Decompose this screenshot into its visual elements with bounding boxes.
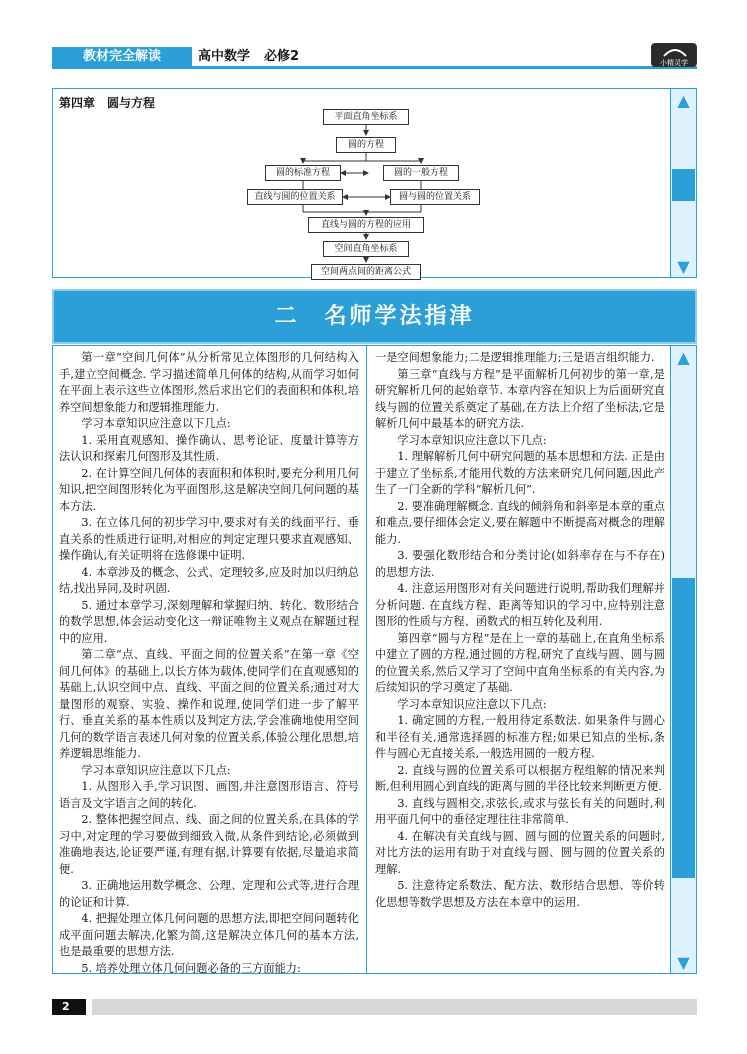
guidance-panel [52,345,697,974]
paragraph: 1. 采用直观感知、操作确认、思考论证、度量计算等方法认识和探索几何图形及其性质. [59,433,359,463]
paragraph: 第二章“点、直线、平面之间的位置关系”在第一章《空间几何体》的基础上,以长方体为载体,使同学们在直观感知的基础上,认识空间中点、直线、平面之间的位置关系;通过对大量图形的观察、实验、操作和说理,使同学们进一步了解平行、垂直关系的基本性质以及判定方法,学会准确地使用空间几何的数学语言表述几何对象的位置关系,体验公理化思想,培养逻辑思维能力. [59,648,359,760]
header-rule [52,66,697,69]
paragraph: 学习本章知识应注意以下几点: [397,697,547,711]
page-number: 2 [52,999,86,1015]
paragraph: 1. 从图形入手,学习识图、画图,并注意图形语言、符号语言及文字语言之间的转化. [59,780,359,810]
node-distance-formula: 空间两点间的距离公式 [311,264,421,280]
chapter-title: 第四章 圆与方程 [59,96,156,110]
paragraph: 学习本章知识应注意以下几点: [81,763,231,777]
scrollbar[interactable] [670,346,696,973]
paragraph: 第一章“空间几何体”从分析常见立体图形的几何结构入手,建立空间概念. 学习描述简单几何体的结构,从而学习如何在平面上表示这些立体图形,然后求出它们的表面积和体积,培养空间想象能力和逻辑推理能力. [59,351,359,414]
paragraph: 3. 直线与圆相交,求弦长,或求与弦长有关的问题时,利用平面几何中的垂径定理往往非常简单. [375,796,665,826]
paragraph: 2. 整体把握空间点、线、面之间的位置关系,在具体的学习中,对定理的学习要做到细致入微,从条件到结论,必须做到准确地表达,论证要严谨,有理有据,计算要有依据,尽量追求简便. [59,813,359,876]
paragraph: 1. 理解解析几何中研究问题的基本思想和方法. 正是由于建立了坐标系,才能用代数的方法来研究几何问题,因此产生了一门全新的学科“解析几何”. [375,450,665,496]
scrollbar[interactable] [670,89,696,277]
section-banner: 二 名师学法指津 [52,289,697,344]
paragraph: 4. 注意运用图形对有关问题进行说明,帮助我们理解并分析问题. 在直线方程、距离等知识的学习中,应特别注意图形的性质与方程、函数式的相互转化及利用. [375,582,665,628]
scroll-up-icon[interactable]: ▲ [677,347,690,367]
scroll-up-icon[interactable]: ▲ [677,90,690,110]
paragraph: 2. 要准确理解概念. 直线的倾斜角和斜率是本章的重点和难点,要仔细体会定义,要在解题中不断提高对概念的理解能力. [375,499,665,546]
structure-panel [52,88,697,278]
node-line-circle-relation: 直线与圆的位置关系 [247,189,343,205]
node-general-equation: 圆的一般方程 [383,165,459,181]
left-column [59,350,359,977]
paragraph: 2. 直线与圆的位置关系可以根据方程组解的情况来判断,但利用圆心到直线的距离与圆的半径比较来判断更方便. [375,763,665,793]
right-column [375,350,665,911]
book-title [198,47,299,67]
paragraph: 4. 在解决有关直线与圆、圆与圆的位置关系的问题时,对比方法的运用有助于对直线与圆、圆与圆的位置关系的理解. [375,829,665,876]
node-circle-circle-relation: 圆与圆的位置关系 [390,189,480,205]
node-space-coordinate: 空间直角坐标系 [323,241,409,257]
paragraph: 一是空间想象能力;二是逻辑推理能力;三是语言组织能力. [375,351,655,364]
paragraph: 5. 通过本章学习,深刻理解和掌握归纳、转化、数形结合的数学思想,体会运动变化这一辩证唯物主义观点在解题过程中的应用. [59,598,359,645]
paragraph: 3. 要强化数形结合和分类讨论(如斜率存在与不存在)的思想方法. [375,549,665,579]
paragraph: 学习本章知识应注意以下几点: [397,433,547,447]
paragraph: 4. 本章涉及的概念、公式、定理较多,应及时加以归纳总结,找出异同,及时巩固. [59,565,359,595]
paragraph: 5. 注意待定系数法、配方法、数形结合思想、等价转化思想等数学思想及方法在本章中的运用. [375,879,665,909]
page-footer [52,997,697,1017]
scroll-thumb[interactable] [672,578,695,878]
paragraph: 学习本章知识应注意以下几点: [81,417,231,430]
paragraph: 3. 在立体几何的初步学习中,要求对有关的线面平行、垂直关系的性质进行证明,对相应的判定定理只要求直观感知、操作确认,有关证明将在选修课中证明. [59,516,359,562]
footer-bar [92,999,697,1015]
paragraph: 1. 确定圆的方程,一般用待定系数法. 如果条件与圆心和半径有关,通常选择圆的标准方程;如果已知点的坐标,条件与圆心无直接关系,一般选用圆的一般方程. [375,714,665,760]
scroll-thumb[interactable] [672,169,695,201]
node-cartesian-plane: 平面直角坐标系 [323,109,409,125]
scroll-down-icon[interactable]: ▼ [677,952,690,972]
node-standard-equation: 圆的标准方程 [265,165,341,181]
scroll-down-icon[interactable]: ▼ [677,256,690,276]
column-divider [366,346,367,973]
paragraph: 5. 培养处理立体几何问题必备的三方面能力: [81,961,301,975]
paragraph: 第三章“直线与方程”是平面解析几何初步的第一章,是研究解析几何的起始章节. 本章内容在知识上为后面研究直线与圆的位置关系奠定了基础,在方法上介绍了坐标法,它是解析几何中最基本的研究方法. [375,367,665,430]
paragraph: 2. 在计算空间几何体的表面积和体积时,要充分利用几何知识,把空间图形转化为平面图形,这是解决空间几何问题的基本方法. [59,466,359,513]
paragraph: 3. 正确地运用数学概念、公理、定理和公式等,进行合理的论证和计算. [59,879,359,909]
section-tab: 教材完全解读 [52,47,192,67]
subject-label: 高中数学 [198,49,251,64]
paragraph: 第四章“圆与方程”是在上一章的基础上,在直角坐标系中建立了圆的方程,通过圆的方程,研究了直线与圆、圆与圆的位置关系,然后又学习了空间中直角坐标系的有关内容,为后续知识的学习奠定了基础. [375,631,665,694]
volume-label: 必修2 [264,49,300,64]
page-header [52,47,697,67]
publisher-logo [651,43,697,67]
paragraph: 4. 把握处理立体几何问题的思想方法,即把空间问题转化成平面问题去解决,化繁为简,这是解决立体几何的基本方法,也是最重要的思想方法. [59,912,359,958]
logo-text: 小精灵学 [660,59,688,67]
logo-icon [662,46,688,58]
node-application: 直线与圆的方程的应用 [308,217,424,233]
node-circle-equation: 圆的方程 [336,137,396,153]
